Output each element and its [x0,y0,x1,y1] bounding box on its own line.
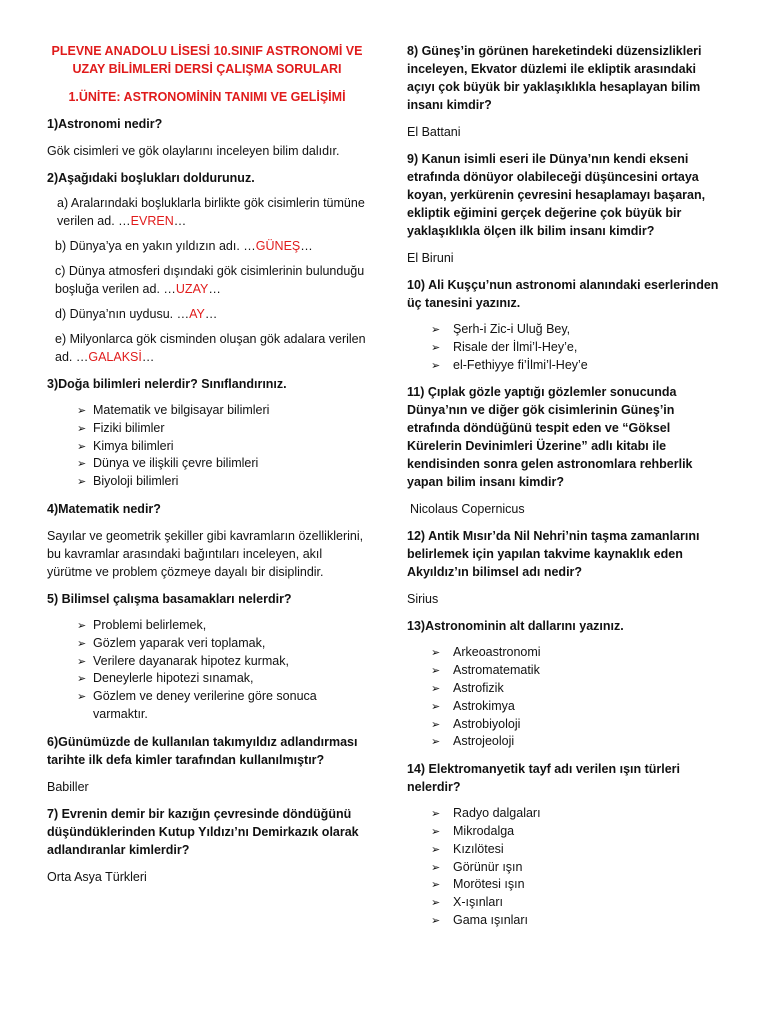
question-3: 3)Doğa bilimleri nelerdir? Sınıflandırınız. [47,377,287,391]
list-item: ➢ Astrojeoloji [407,733,725,751]
list-item: ➢ Kimya bilimleri [47,438,367,456]
fill-item-a [47,194,367,230]
question-8: 8) Güneş’in görünen hareketindeki düzensizlikleri inceleyen, Ekvator düzlemi ile ekliptik arasındaki açıyı çok büyük bir yaklaşıklıkla hesaplayan bilim insanı kimdir? [407,44,702,112]
fill-item-b [47,237,367,255]
question-5: 5) Bilimsel çalışma basamakları nelerdir? [47,591,292,606]
list-item: ➢ Şerh-i Zic-i Uluğ Bey, [407,321,725,339]
answer-12: Sirius [407,592,439,607]
list-item: ➢ Arkeoastronomi [407,644,725,662]
fill-b-answer: GÜNEŞ [255,239,301,253]
fill-e-ellipsis: … [141,350,155,364]
fill-c-text: c) Dünya atmosferi dışındaki gök cisimlerinin bulunduğu boşluğa verilen ad. … [55,264,365,296]
fill-b-ellipsis: … [300,239,313,253]
question-6: 6)Günümüzde de kullanılan takımyıldız adlandırması tarihte ilk defa kimler tarafından kullanılmıştır? [47,734,358,767]
answer-9: El Biruni [407,251,454,265]
answer-8: El Battani [407,125,461,139]
answer-1: Gök cisimleri ve gök olaylarını inceleyen bilim dalıdır. [47,144,340,158]
left-column [47,36,367,886]
list-item: ➢ Astrokimya [407,698,725,716]
fill-item-e [47,330,367,366]
question-11: 11) Çıplak gözle yaptığı gözlemler sonucunda Dünya’nın ve diğer gök cisimlerinin Güneş’in etrafında döndüğünü tespit eden ve “Göksel Kürelerin Devinimleri Üzerine” adlı kitabı ile kendisinden sonra gelen astronomlara rehberlik yapan bilim insanı kimdir? [407,385,693,490]
answer-4: Sayılar ve geometrik şekiller gibi kavramların özelliklerini, bu kavramlar arasındaki bağıntıları inceleyen, akıl yürütme ve problem çözmeye dayalı bir disiplindir. [47,528,364,579]
list-item: ➢ el-Fethiyye fi’İlmi’l-Hey’e [407,357,725,375]
list-item: ➢ Astromatematik [407,662,725,680]
list-item: ➢ Mikrodalga [407,823,725,841]
right-column [407,36,725,930]
list-item: ➢ Verilere dayanarak hipotez kurmak, [47,653,367,671]
question-10: 10) Ali Kuşçu’nun astronomi alanındaki eserlerinden üç tanesini yazınız. [407,278,719,310]
question-12: 12) Antik Mısır’da Nil Nehri’nin taşma zamanlarını belirlemek için yapılan takvime kaynaklık eden Akyıldız’ın bilimsel adı nedir? [407,529,700,580]
fill-e-text: e) Milyonlarca gök cisminden oluşan gök adalara verilen ad. … [55,332,366,364]
question-2: 2)Aşağıdaki boşlukları doldurunuz. [47,171,255,185]
list-item: ➢ Deneylerle hipotezi sınamak, [47,670,367,688]
list-item: ➢ Morötesi ışın [407,876,725,894]
fill-d-ellipsis: … [204,307,218,321]
list-item: ➢ Gama ışınları [407,912,725,930]
fill-item-d [47,305,367,323]
list-3 [47,402,367,491]
list-item: ➢ Biyoloji bilimleri [47,473,367,491]
list-item: ➢ X-ışınları [407,894,725,912]
question-13: 13)Astronominin alt dallarını yazınız. [407,619,624,634]
list-item: ➢ Fiziki bilimler [47,420,367,438]
list-item: ➢ Dünya ve ilişkili çevre bilimleri [47,455,367,473]
list-item: ➢ Gözlem ve deney verilerine göre sonuca varmaktır. [47,688,367,724]
title-line-2: UZAY BİLİMLERİ DERSİ ÇALIŞMA SORULARI [72,62,342,76]
question-14: 14) Elektromanyetik tayf adı verilen ışın türleri nelerdir? [407,762,681,795]
list-item: ➢ Matematik ve bilgisayar bilimleri [47,402,367,420]
question-7: 7) Evrenin demir bir kazığın çevresinde döndüğünü düşündüklerinden Kutup Yıldızı’nı Demirkazık olarak adlandıranlar kimlerdir? [47,806,359,857]
list-14 [407,805,725,930]
question-9: 9) Kanun isimli eseri ile Dünya’nın kendi ekseni etrafında dönüyor olabileceği düşüncesini ortaya koyan, yerkürenin çevresini hesaplamayı başaran, ekliptik eğimini gerçek değerine çok büyük bir yaklaşıklıkla ölçen ilk bilim insanı kimdir? [407,152,706,238]
fill-d-answer: AY [189,307,205,321]
fill-e-answer: GALAKSİ [88,350,142,364]
answer-7: Orta Asya Türkleri [47,869,147,884]
fill-a-text: a) Aralarındaki boşluklarla birlikte gök cisimlerin tümüne verilen ad. … [57,196,365,228]
list-10 [407,321,725,374]
answer-6: Babiller [47,779,89,794]
list-13 [407,644,725,751]
title-line-1: PLEVNE ANADOLU LİSESİ 10.SINIF ASTRONOMİ VE [51,44,363,58]
list-item: ➢ Radyo dalgaları [407,805,725,823]
fill-c-ellipsis: … [208,282,221,296]
list-5 [47,617,367,724]
fill-item-c [47,262,367,298]
list-item: ➢ Astrobiyoloji [407,716,725,734]
list-item: ➢ Astrofizik [407,680,725,698]
list-item: ➢ Risale der İlmi’l-Hey’e, [407,339,725,357]
fill-a-answer: EVREN [130,214,174,228]
question-4: 4)Matematik nedir? [47,501,161,516]
question-1: 1)Astronomi nedir? [47,117,163,131]
list-item: ➢ Kızılötesi [407,841,725,859]
list-item: ➢ Gözlem yaparak veri toplamak, [47,635,367,653]
worksheet-title [47,42,367,78]
fill-b-text: b) Dünya’ya en yakın yıldızın adı. … [55,239,256,253]
fill-d-text: d) Dünya’nın uydusu. … [55,307,190,321]
answer-11: Nicolaus Copernicus [410,502,525,517]
fill-c-answer: UZAY [175,282,209,296]
fill-a-ellipsis: … [173,214,187,228]
list-item: ➢ Görünür ışın [407,859,725,877]
unit-heading: 1.ÜNİTE: ASTRONOMİNİN TANIMI VE GELİŞİMİ [68,90,346,104]
list-item: ➢ Problemi belirlemek, [47,617,367,635]
